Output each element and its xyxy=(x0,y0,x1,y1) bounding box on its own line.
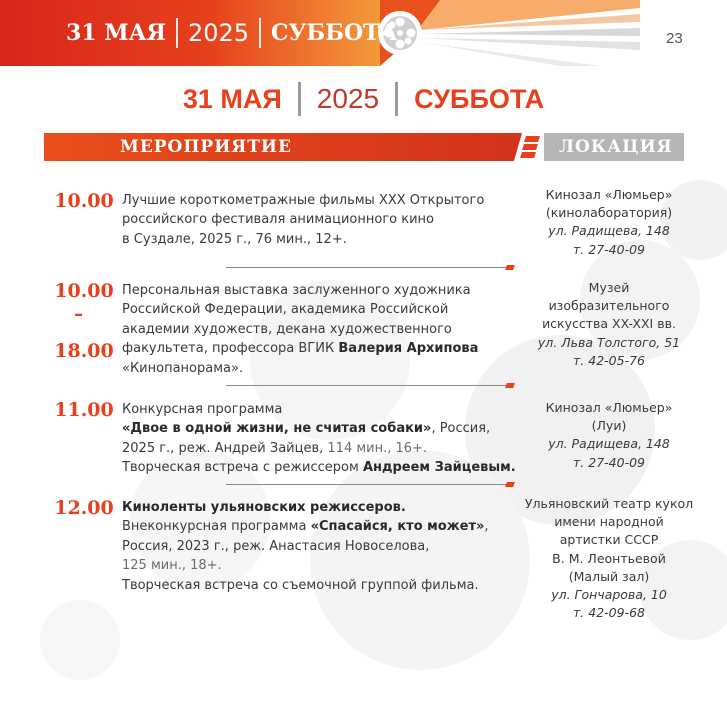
venue-address: ул. Радищева, 148 xyxy=(548,436,670,452)
header-weekday: СУББОТА xyxy=(271,20,398,46)
venue-address: ул. Гончарова, 10 xyxy=(551,587,667,603)
event-text: Внеконкурсная программа xyxy=(122,519,311,535)
venue-line: (Луи) xyxy=(591,418,627,434)
page-title xyxy=(0,82,727,116)
venue-line: изобразительного xyxy=(548,298,670,314)
event-line: российского фестиваля анимационного кино xyxy=(122,212,434,228)
event-location xyxy=(514,399,704,472)
header-separator xyxy=(259,18,261,48)
event-time: 11.00 xyxy=(54,399,114,421)
director-name: Андреем Зайцевым. xyxy=(362,460,516,476)
event-text: Творческая встреча с режиссером xyxy=(122,460,363,476)
event-location xyxy=(514,495,704,622)
event-line xyxy=(122,419,522,438)
venue-phone: т. 42-09-68 xyxy=(573,605,645,621)
title-date: 31 МАЯ xyxy=(182,83,282,114)
event-line xyxy=(122,439,522,458)
event-line: Лучшие короткометражные фильмы XXX Открытого xyxy=(122,193,485,208)
event-text: факультета, профессора ВГИК xyxy=(122,341,339,357)
venue-line: Кинозал «Люмьер» xyxy=(545,187,673,202)
event-duration: 114 мин., 16+. xyxy=(327,440,428,456)
venue-line: (кинолаборатория) xyxy=(545,205,673,221)
column-header-bar xyxy=(44,133,684,161)
venue-line: имени народной xyxy=(554,514,664,530)
venue-line: Ульяновский театр кукол xyxy=(524,496,694,511)
title-year: 2025 xyxy=(316,83,380,114)
event-line xyxy=(122,498,522,517)
event-column-label: МЕРОПРИЯТИЕ xyxy=(120,137,292,157)
event-time-start: 10.00 xyxy=(54,280,114,302)
film-title: «Спасайся, кто может» xyxy=(310,519,485,535)
program-title: Киноленты ульяновских режиссеров. xyxy=(122,500,406,515)
event-location xyxy=(514,279,704,370)
event-time-end: 18.00 xyxy=(54,340,114,362)
page-number: 23 xyxy=(666,30,683,47)
event-line: академии художеств, декана художественного xyxy=(122,321,452,337)
event-time: 10.00 xyxy=(54,190,114,212)
venue-phone: т. 42-05-76 xyxy=(573,352,645,368)
event-time: 12.00 xyxy=(54,497,114,519)
event-description xyxy=(122,400,522,478)
event-time-dash: – xyxy=(74,304,83,325)
venue-address: ул. Радищева, 148 xyxy=(548,223,670,239)
venue-line: артистки СССР xyxy=(559,532,659,548)
location-column-label: ЛОКАЦИЯ xyxy=(559,137,673,157)
event-duration: 125 мин., 18+. xyxy=(122,558,222,574)
film-title: «Двое в одной жизни, не считая собаки» xyxy=(122,421,432,437)
event-description xyxy=(122,281,522,378)
event-line: Российской Федерации, академика Российской xyxy=(122,302,449,318)
row-divider xyxy=(226,484,508,485)
event-description xyxy=(122,191,522,249)
header-date: 31 МАЯ xyxy=(66,20,166,46)
event-line: Конкурсная программа xyxy=(122,402,283,417)
event-text: , xyxy=(484,519,489,535)
event-text: , Россия, xyxy=(431,421,491,437)
event-text: 2025 г., реж. Андрей Зайцев, xyxy=(122,440,328,456)
title-separator xyxy=(298,82,301,116)
title-separator xyxy=(395,82,398,116)
event-line: Россия, 2023 г., реж. Анастасия Новоселова, xyxy=(122,538,430,554)
venue-address: ул. Льва Толстого, 51 xyxy=(537,334,681,350)
event-description xyxy=(122,498,522,595)
venue-line: искусства XX-XXI вв. xyxy=(542,316,676,332)
event-line xyxy=(122,517,522,536)
venue-line: (Малый зал) xyxy=(568,568,650,584)
row-divider xyxy=(226,385,508,386)
venue-line: Кинозал «Люмьер» xyxy=(545,400,673,415)
venue-line: Музей xyxy=(588,280,630,295)
event-line: Творческая встреча со съемочной группой фильма. xyxy=(122,577,479,593)
header-separator xyxy=(176,18,178,48)
event-line: в Суздале, 2025 г., 76 мин., 12+. xyxy=(122,231,347,247)
event-line: Персональная выставка заслуженного художника xyxy=(122,283,471,298)
header-title xyxy=(66,18,397,48)
event-line xyxy=(122,339,522,358)
venue-line: В. М. Леонтьевой xyxy=(552,550,666,566)
header-year: 2025 xyxy=(187,19,250,47)
event-line xyxy=(122,458,522,477)
row-divider xyxy=(226,267,508,268)
event-location xyxy=(514,186,704,259)
title-weekday: СУББОТА xyxy=(414,83,545,114)
venue-phone: т. 27-40-09 xyxy=(573,454,645,470)
venue-phone: т. 27-40-09 xyxy=(573,241,645,257)
event-line: «Кинопанорама». xyxy=(122,360,244,376)
artist-name: Валерия Архипова xyxy=(338,341,479,357)
